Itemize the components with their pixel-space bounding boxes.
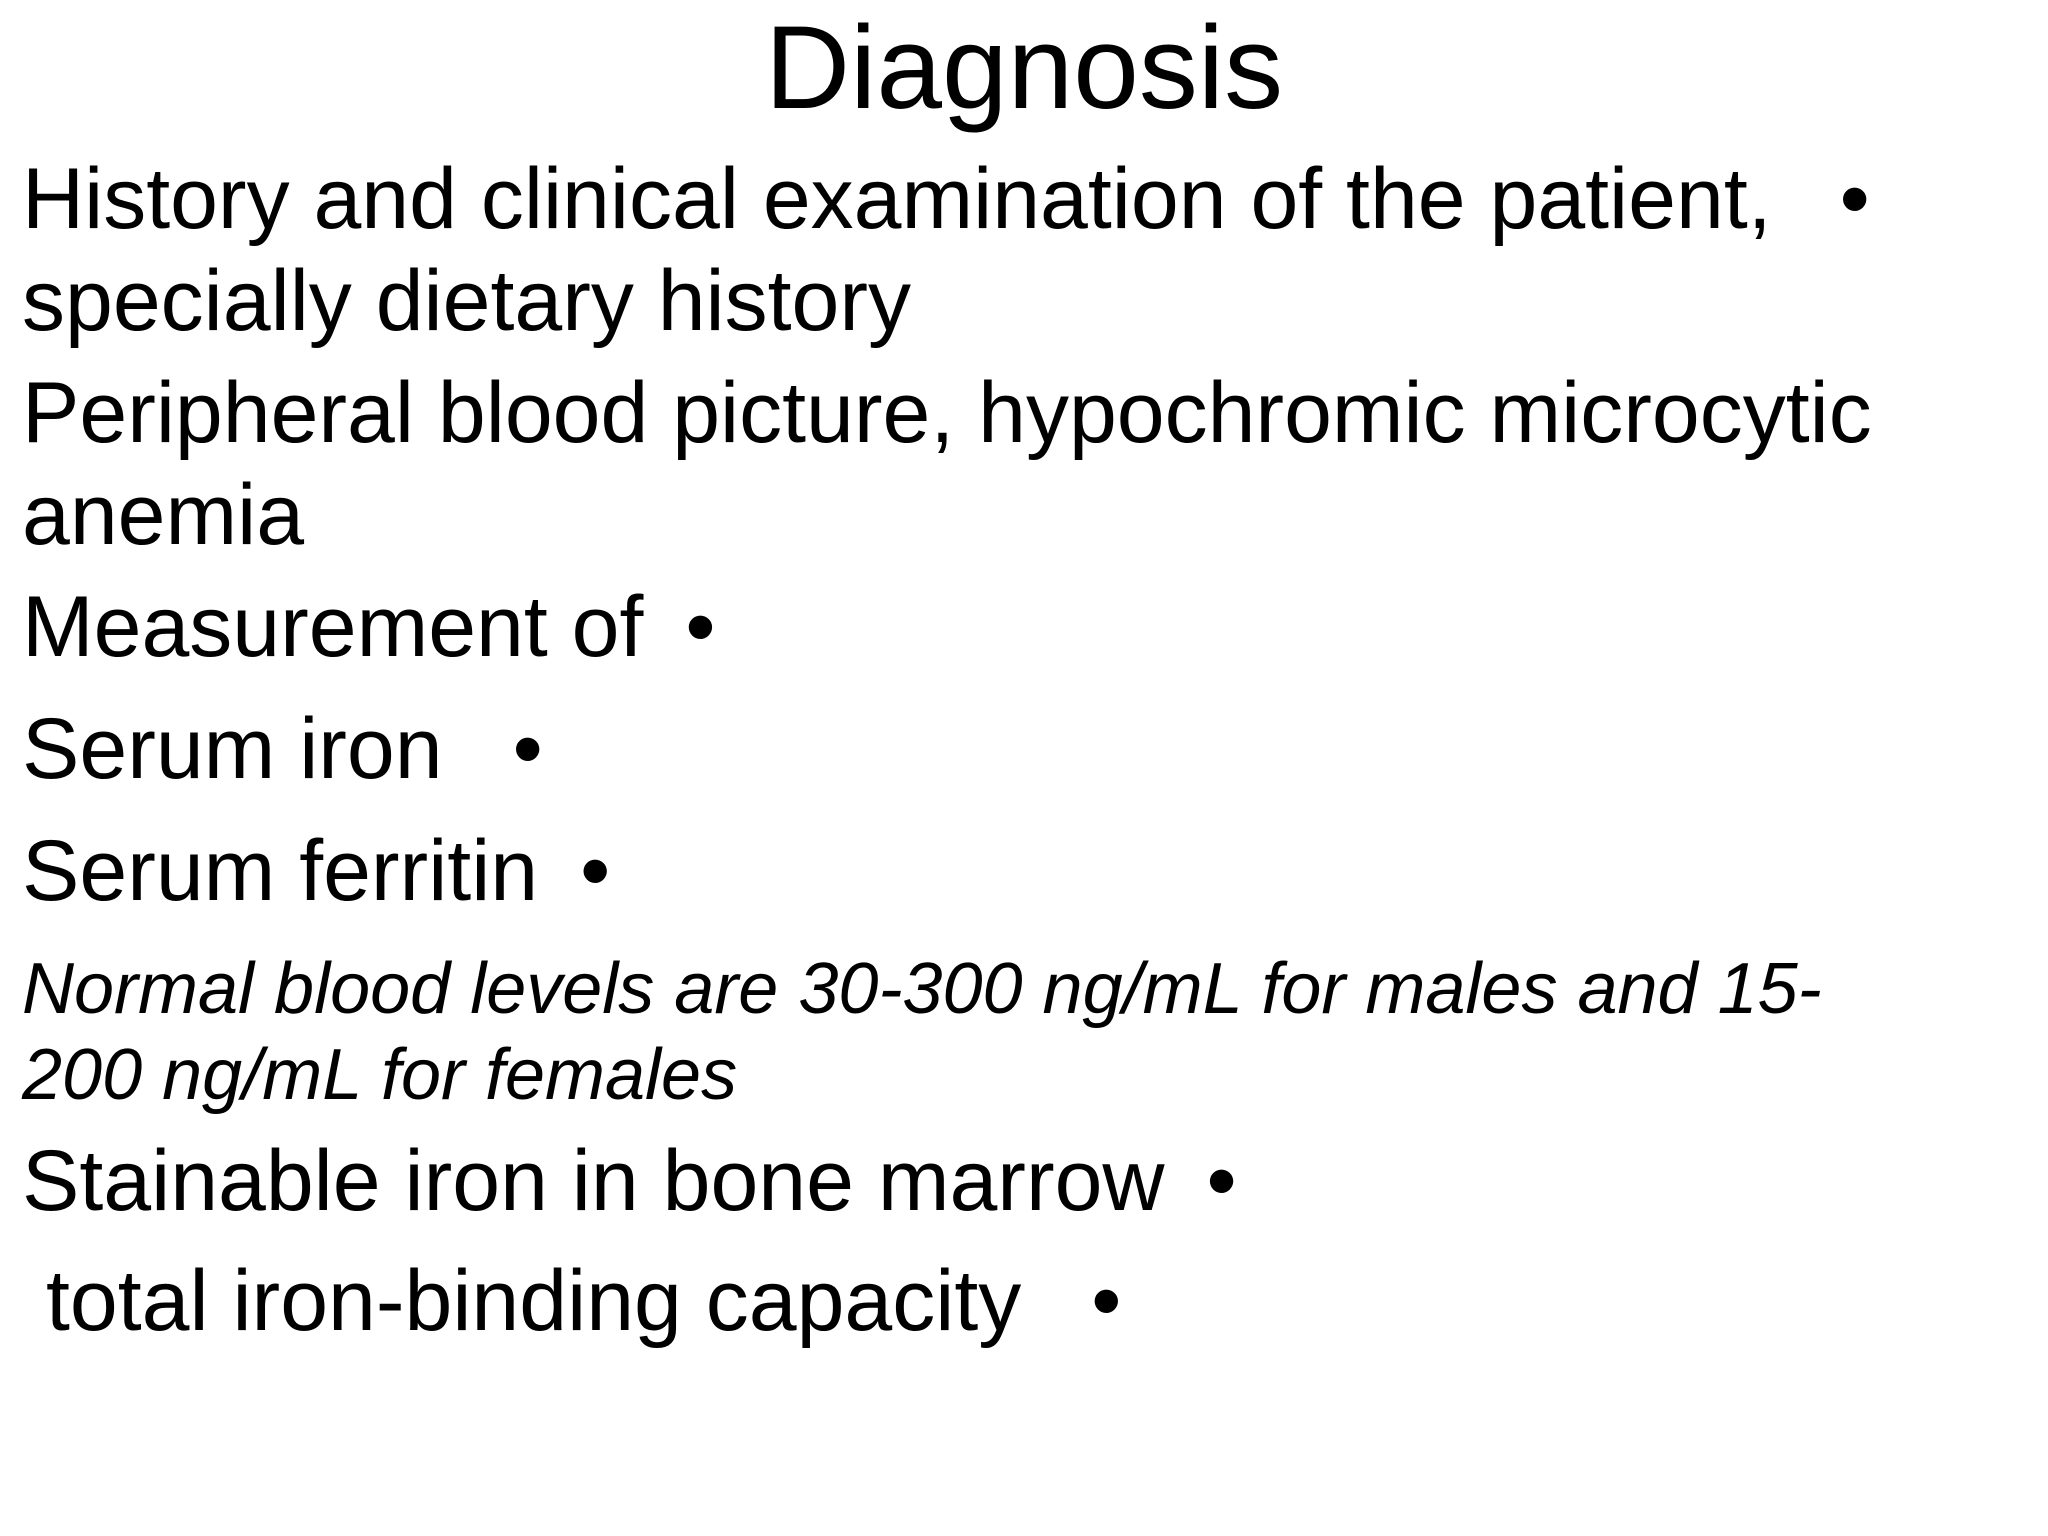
bullet-serum-iron: Serum iron • — [22, 698, 543, 800]
bullet-marker: • — [580, 823, 611, 919]
bullet-marker: • — [512, 701, 543, 797]
bullet-marker: • — [685, 579, 716, 675]
bullet-measurement: Measurement of • — [22, 576, 716, 678]
note-line2: 200 ng/mL for females — [22, 1035, 738, 1115]
bullet-history — [22, 148, 1870, 352]
bullet-peripheral-blood — [22, 362, 1872, 566]
bullet-history-line1: History and clinical examination of the patient, • — [22, 148, 1870, 250]
ferritin-normal-levels-note — [22, 946, 1822, 1118]
bullet-peripheral-line2: anemia — [22, 467, 305, 563]
bullet-peripheral-line1: Peripheral blood picture, hypochromic microcytic — [22, 365, 1872, 461]
bullet-stainable-iron: Stainable iron in bone marrow • — [22, 1130, 1237, 1232]
slide-title: Diagnosis — [764, 2, 1284, 134]
bullet-serum-ferritin: Serum ferritin • — [22, 820, 610, 922]
bullet-marker: • — [1839, 151, 1870, 247]
bullet-marker: • — [1091, 1253, 1122, 1349]
bullet-history-line2: specially dietary history — [22, 253, 912, 349]
bullet-tibc: total iron-binding capacity • — [46, 1250, 1121, 1352]
note-line1: Normal blood levels are 30-300 ng/mL for males and 15- — [22, 949, 1822, 1029]
bullet-marker: • — [1206, 1133, 1237, 1229]
